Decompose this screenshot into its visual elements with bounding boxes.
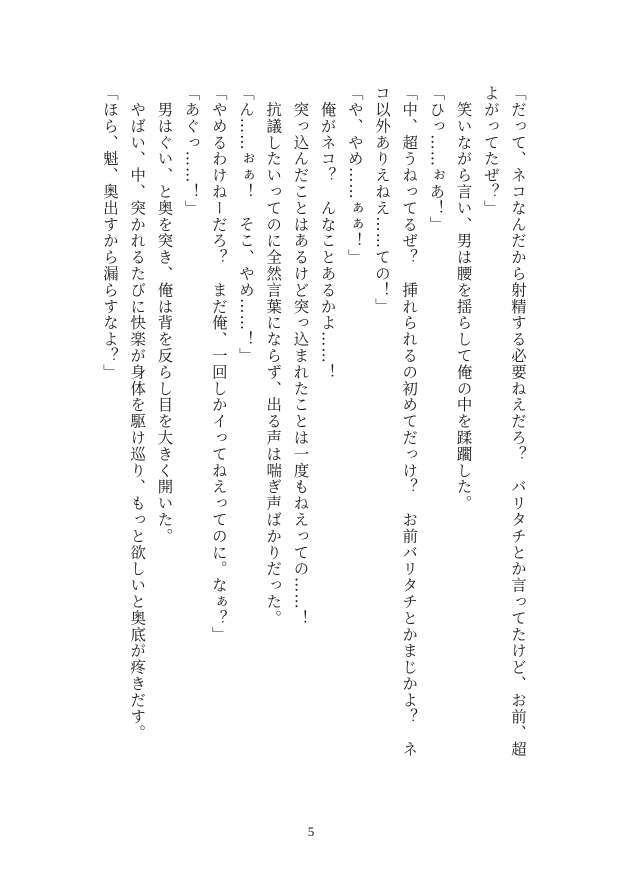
- text-line: 男はぐい、と奥を突き、俺は背を反らし目を大きく開いた。: [155, 85, 174, 545]
- text-line: 「や、やめ……ぁぁ！」: [345, 85, 364, 266]
- text-line: 「あぐっ……！」: [182, 85, 201, 217]
- page-number: 5: [307, 824, 315, 839]
- text-line: 突っ込んだことはあるけど突っ込まれたことは一度もねえっての……！: [291, 85, 310, 627]
- text-line: 「中、超うねってるぜ？ 挿れられるの初めてだっけ？ お前バリタチとかまじかよ？ ネ: [400, 85, 419, 758]
- text-line: 俺がネコ？ んなことあるかよ……！: [318, 85, 337, 381]
- text-line: 抗議したいってのに全然言葉にならず、出る声は喘ぎ声ばかりだった。: [264, 85, 283, 627]
- text-line: よがってたぜ？」: [481, 85, 500, 217]
- text-line: 「ん……ぉぁ！ そこ、やめ……！」: [237, 85, 255, 364]
- text-line: コ以外ありえねえ……ての！」: [373, 85, 391, 315]
- text-line: 「だって、ネコなんだから射精する必要ねえだろ？ バリタチとか言ってたけど、お前、超: [509, 85, 527, 758]
- text-line: 「ほら、魁、奥出すから漏らすなよ？」: [101, 85, 119, 381]
- text-line: やばい、中、突かれるたびに快楽が身体を駆け巡り、もっと欲しいと奥底が疼きだす。: [128, 85, 147, 741]
- text-line: 「ひっ……ぉあ！」: [427, 85, 446, 233]
- text-line: 笑いながら言い、男は腰を揺らして俺の中を蹂躙した。: [454, 85, 473, 512]
- text-line: 「やめるわけねーだろ？ まだ俺、一回しかイってねえってのに。なぁ？」: [209, 85, 228, 643]
